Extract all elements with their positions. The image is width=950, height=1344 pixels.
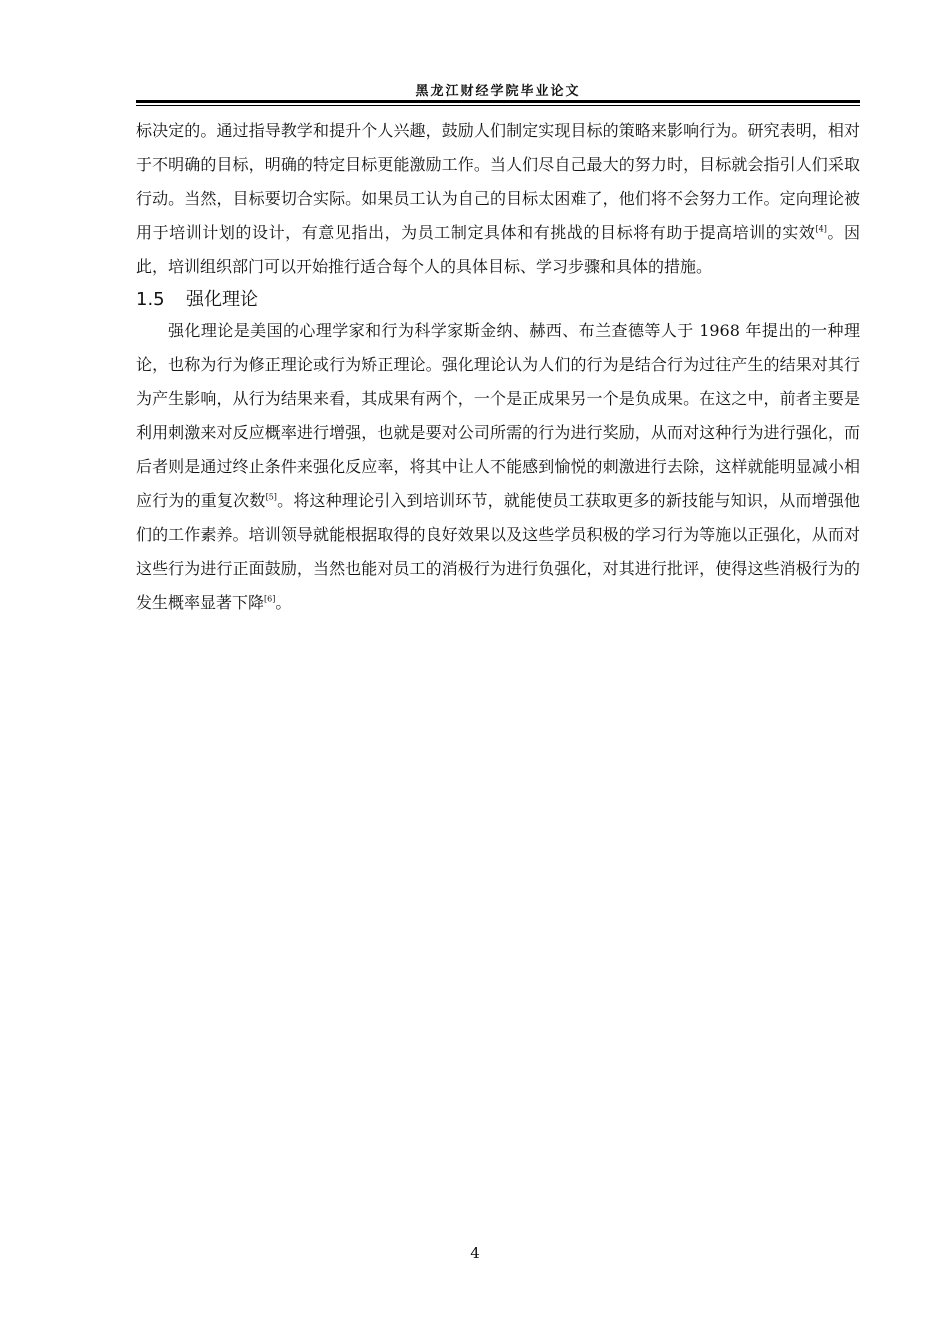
section-number: 1.5 xyxy=(136,289,165,310)
section-title: 强化理论 xyxy=(186,289,258,310)
paragraph-text: 。 xyxy=(275,593,292,612)
paragraph-text: 。将这种理论引入到培训环节，就能使员工获取更多的新技能与知识，从而增强他们的工作素养。培训领导就能根据取得的良好效果以及这些学员积极的学习行为等施以正强化，从而对这些行为进行正面鼓励，当然也能对员工的消极行为进行负强化，对其进行批评，使得这些消极行为的发生概率显著下降 xyxy=(136,491,860,612)
paragraph-reinforcement-theory xyxy=(136,314,860,620)
citation-ref: [5] xyxy=(265,492,277,502)
paragraph-text: 强化理论是美国的心理学家和行为科学家斯金纳、赫西、布兰查德等人于 1968 年提出的一种理论，也称为行为修正理论或行为矫正理论。强化理论认为人们的行为是结合行为过往产生的结果对其行为产生影响，从行为结果来看，其成果有两个，一个是正成果另一个是负成果。在这之中，前者主要是利用刺激来对反应概率进行增强，也就是要对公司所需的行为进行奖励，从而对这种行为进行强化，而后者则是通过终止条件来强化反应率，将其中让人不能感到愉悦的刺激进行去除，这样就能明显减小相应行为的重复次数 xyxy=(136,321,860,510)
citation-ref: [4] xyxy=(815,224,827,234)
header-rule-thin xyxy=(136,105,860,106)
running-header-title: 黑龙江财经学院毕业论文 xyxy=(415,84,581,99)
citation-ref: [6] xyxy=(264,594,276,604)
paragraph-goal-theory-continued xyxy=(136,114,860,284)
section-heading xyxy=(136,286,860,314)
page-number: 4 xyxy=(470,1244,480,1262)
header-rule-thick xyxy=(136,100,860,103)
paragraph-text: 。因此，培训组织部门可以开始推行适合每个人的具体目标、学习步骤和具体的措施。 xyxy=(136,223,860,276)
page-content xyxy=(136,114,860,620)
paragraph-text: 标决定的。通过指导教学和提升个人兴趣，鼓励人们制定实现目标的策略来影响行为。研究表明，相对于不明确的目标，明确的特定目标更能激励工作。当人们尽自己最大的努力时，目标就会指引人们采取行动。当然，目标要切合实际。如果员工认为自己的目标太困难了，他们将不会努力工作。定向理论被用于培训计划的设计，有意见指出，为员工制定具体和有挑战的目标将有助于提高培训的实效 xyxy=(136,121,860,242)
